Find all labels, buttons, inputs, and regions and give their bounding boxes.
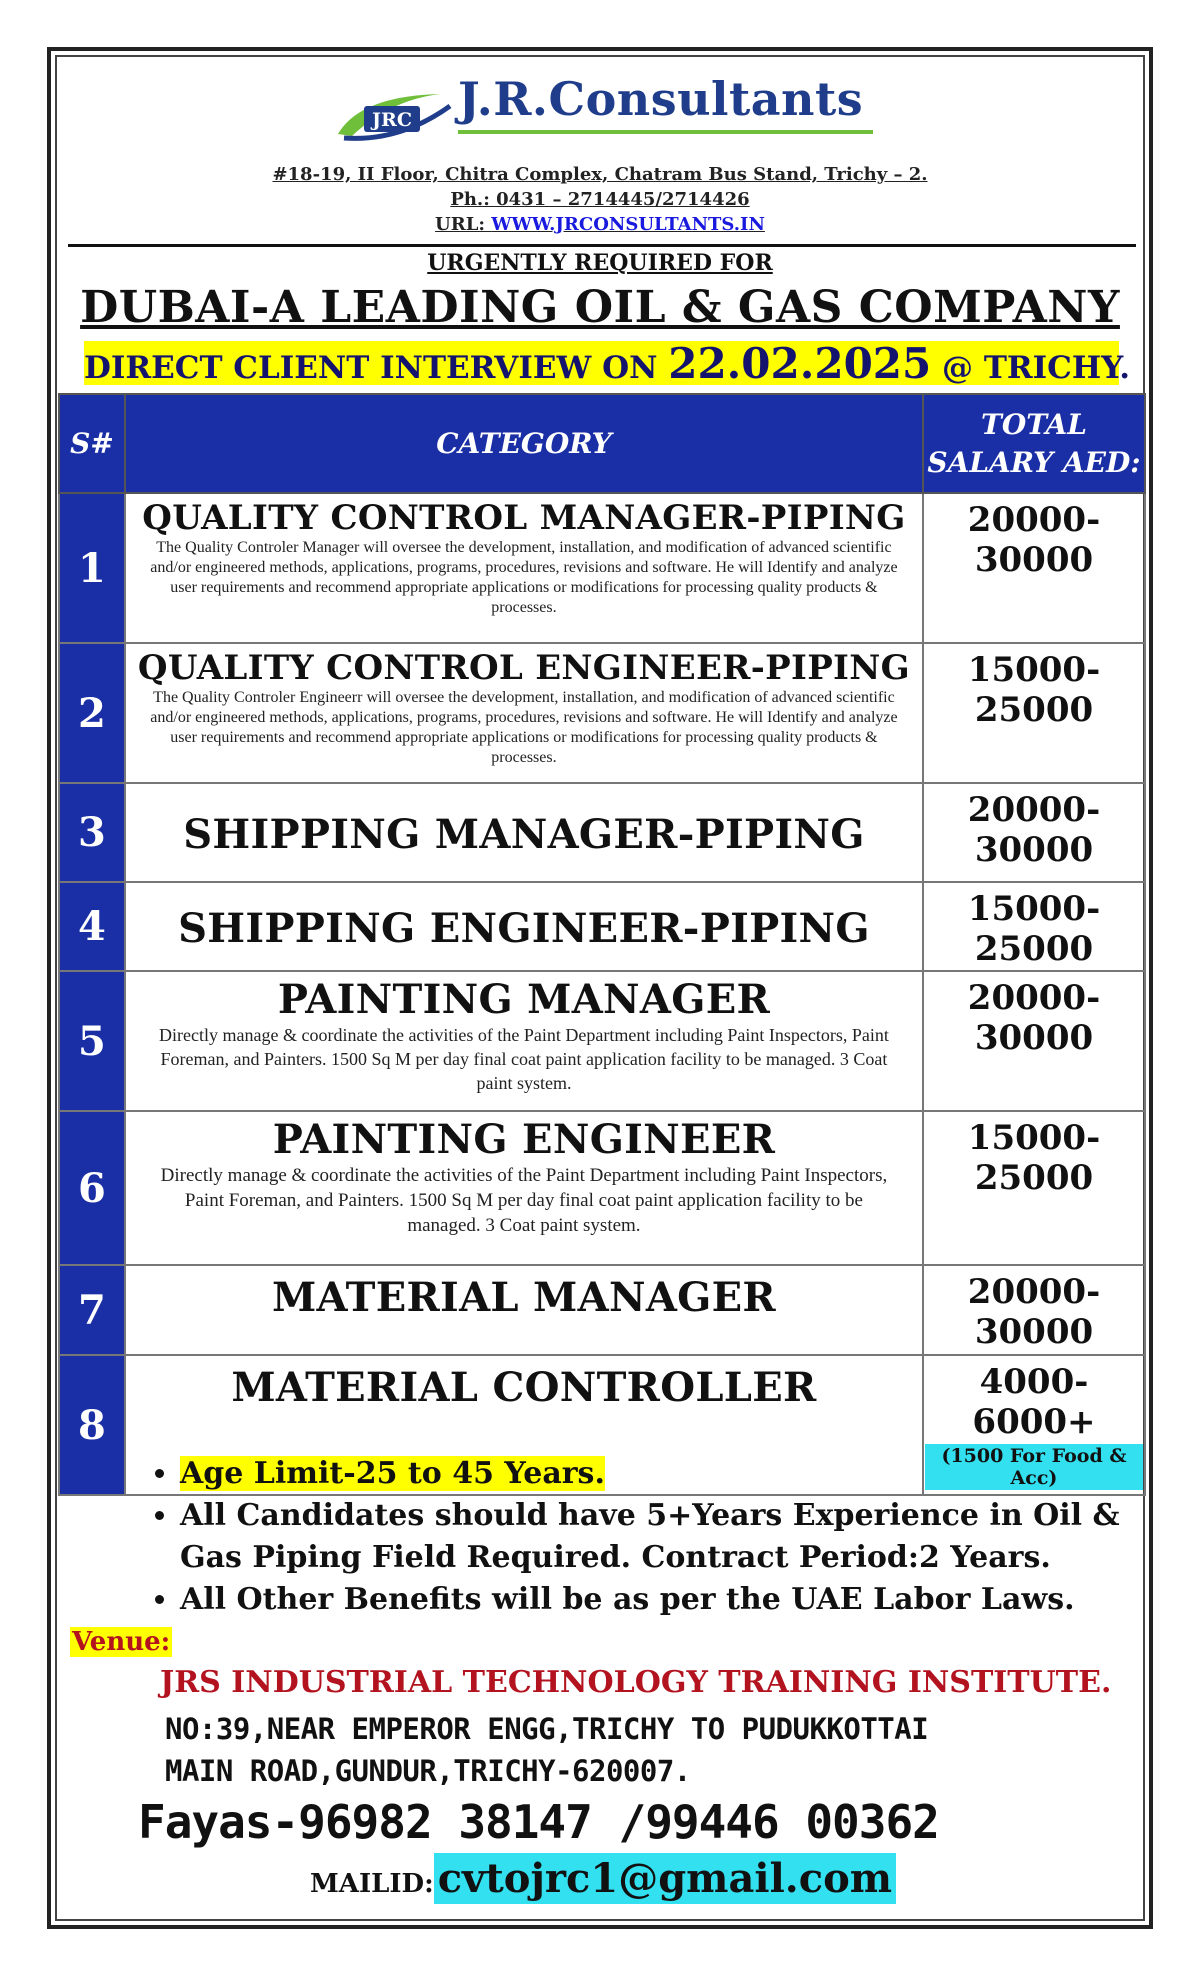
requirements-list bbox=[140, 1453, 1140, 1621]
category-cell bbox=[125, 882, 923, 971]
table-row bbox=[59, 882, 1145, 971]
table-row bbox=[59, 783, 1145, 882]
category-cell bbox=[125, 783, 923, 882]
jrc-logo-icon bbox=[330, 86, 455, 146]
salary-cell: 15000-25000 bbox=[923, 1111, 1145, 1265]
job-description: The Quality Controler Engineerr will oversee the development, installation, and modification of advanced scientific and/or engineered methods, applications, programs, procedures, revisions and software. He will Identify and analyze user requirements and recommend appropriate applications or modifications for processing quality products & processes. bbox=[150, 689, 898, 766]
table-row bbox=[59, 493, 1145, 643]
row-number: 7 bbox=[59, 1265, 125, 1355]
row-number: 2 bbox=[59, 643, 125, 783]
category-cell bbox=[125, 493, 923, 643]
company-logo bbox=[330, 70, 890, 148]
venue-name: JRS INDUSTRIAL TECHNOLOGY TRAINING INSTITUTE. bbox=[160, 1665, 1112, 1700]
row-number: 8 bbox=[59, 1355, 125, 1495]
list-item bbox=[180, 1453, 1140, 1495]
category-cell bbox=[125, 1111, 923, 1265]
column-header-category: CATEGORY bbox=[125, 394, 923, 493]
interview-prefix: DIRECT CLIENT INTERVIEW ON bbox=[84, 350, 669, 386]
job-description: The Quality Controler Manager will oversee the development, installation, and modification of advanced scientific and/or engineered methods, applications, programs, procedures, revisions and software. He will Identify and analyze user requirements and recommend appropriate applications or modifications for processing quality products & processes. bbox=[150, 539, 898, 616]
category-cell bbox=[125, 971, 923, 1111]
urgent-heading: URGENTLY REQUIRED FOR bbox=[427, 250, 773, 276]
age-limit: Age Limit-25 to 45 Years. bbox=[180, 1456, 605, 1491]
table-row bbox=[59, 1265, 1145, 1355]
table-row bbox=[59, 643, 1145, 783]
salary-note: (1500 For Food & Acc) bbox=[925, 1444, 1143, 1490]
table-row bbox=[59, 1111, 1145, 1265]
salary-cell: 15000-25000 bbox=[923, 643, 1145, 783]
website-line bbox=[0, 214, 1200, 235]
salary-cell: 20000-30000 bbox=[923, 971, 1145, 1111]
venue-address-line: NO:39,NEAR EMPEROR ENGG,TRICHY TO PUDUKKOTTAI bbox=[165, 1712, 929, 1746]
venue-label: Venue: bbox=[72, 1627, 171, 1657]
header-divider bbox=[68, 244, 1136, 247]
salary-cell: 15000-25000 bbox=[923, 882, 1145, 971]
category-cell bbox=[125, 1265, 923, 1355]
interview-suffix: @ TRICHY. bbox=[931, 350, 1131, 386]
job-title: MATERIAL MANAGER bbox=[271, 1274, 776, 1321]
contact-mail bbox=[310, 1855, 896, 1902]
salary-cell: 20000-30000 bbox=[923, 493, 1145, 643]
interview-banner bbox=[84, 339, 1131, 388]
job-title: MATERIAL CONTROLLER bbox=[231, 1364, 817, 1411]
interview-date: 22.02.2025 bbox=[668, 339, 932, 388]
job-title: PAINTING ENGINEER bbox=[272, 1116, 776, 1163]
salary-value: 4000-6000+ bbox=[972, 1362, 1096, 1442]
list-item: • All Other Benefits will be as per the UAE Labor Laws. bbox=[180, 1579, 1140, 1621]
logo-underline bbox=[458, 130, 873, 134]
row-number: 6 bbox=[59, 1111, 125, 1265]
job-description: Directly manage & coordinate the activities of the Paint Department including Paint Inspectors, Paint Foreman, and Painters. 1500 Sq M per day final coat paint application facility to be managed. 3 Coat paint system. bbox=[160, 1165, 888, 1236]
vacancy-table bbox=[58, 393, 1146, 1496]
office-address: #18-19, II Floor, Chitra Complex, Chatram Bus Stand, Trichy – 2. bbox=[272, 164, 928, 185]
job-description: Directly manage & coordinate the activities of the Paint Department including Paint Inspectors, Paint Foreman, and Painters. 1500 Sq M per day final coat paint application facility to be managed. 3 Coat paint system. bbox=[159, 1025, 889, 1093]
venue-address bbox=[165, 1708, 928, 1792]
contact-phone: Fayas-96982 38147 /99446 00362 bbox=[138, 1795, 939, 1849]
venue-address-line: MAIN ROAD,GUNDUR,TRICHY-620007. bbox=[165, 1754, 691, 1788]
mail-address[interactable]: cvtojrc1@gmail.com bbox=[434, 1853, 896, 1904]
job-title: SHIPPING ENGINEER-PIPING bbox=[178, 905, 870, 952]
column-header-salary: TOTAL SALARY AED: bbox=[923, 394, 1145, 493]
row-number: 5 bbox=[59, 971, 125, 1111]
company-name: J.R.Consultants bbox=[458, 72, 864, 126]
mail-label: MAILID: bbox=[310, 1869, 434, 1899]
office-phone: Ph.: 0431 – 2714445/2714426 bbox=[450, 189, 750, 210]
row-number: 1 bbox=[59, 493, 125, 643]
website-link[interactable]: WWW.JRCONSULTANTS.IN bbox=[491, 214, 765, 235]
salary-cell: 20000-30000 bbox=[923, 783, 1145, 882]
row-number: 3 bbox=[59, 783, 125, 882]
logo-mark-text: JRC bbox=[372, 109, 412, 131]
column-header-sno: S# bbox=[59, 394, 125, 493]
job-title: PAINTING MANAGER bbox=[277, 976, 771, 1023]
salary-cell: 20000-30000 bbox=[923, 1265, 1145, 1355]
website-label: URL: bbox=[435, 214, 492, 235]
job-title: QUALITY CONTROL ENGINEER-PIPING bbox=[137, 648, 910, 688]
row-number: 4 bbox=[59, 882, 125, 971]
list-item: • All Candidates should have 5+Years Experience in Oil & Gas Piping Field Required. Contract Period:2 Years. bbox=[180, 1495, 1140, 1579]
job-title: SHIPPING MANAGER-PIPING bbox=[183, 811, 865, 858]
category-cell bbox=[125, 643, 923, 783]
client-heading: DUBAI-A LEADING OIL & GAS COMPANY bbox=[80, 282, 1120, 333]
job-title: QUALITY CONTROL MANAGER-PIPING bbox=[142, 498, 906, 538]
table-row bbox=[59, 971, 1145, 1111]
